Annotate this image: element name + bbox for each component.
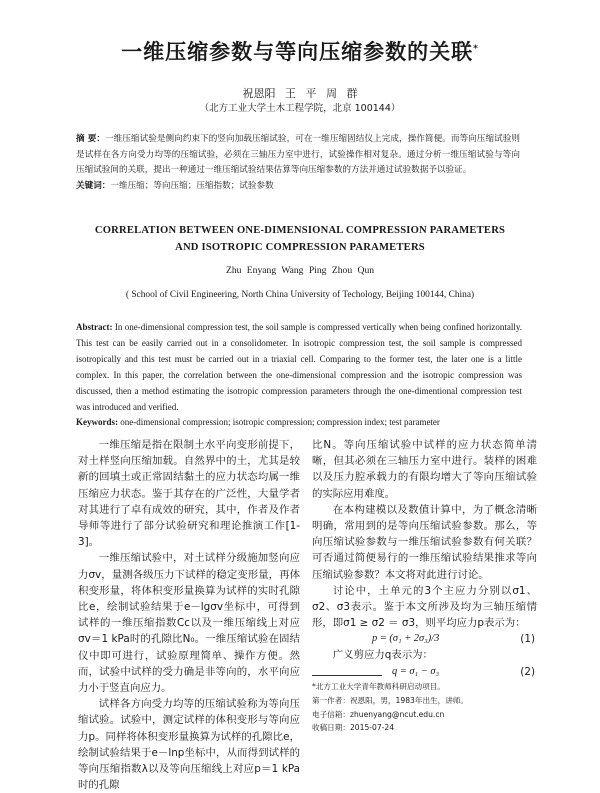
english-keywords-label: Keywords: [76,417,118,428]
footnote-email: 电子信箱：zhuenyang@ncut.edu.cn [312,709,445,719]
chinese-keywords: 一维压缩；等向压缩；压缩指数；试验参数 [110,180,274,191]
english-abstract [76,320,522,431]
chinese-keywords-label: 关键词： [76,180,111,191]
chinese-abstract-label: 摘 要： [76,134,105,144]
footnote-divider [312,675,382,676]
equation-2 [312,664,537,680]
chinese-abstract-text: 一维压缩试验是侧向约束下的竖向加载压缩试验，可在一维压缩固结仪上完成，操作简便。而等向压缩试验则是试样在各方向受力均等的压缩试验，必须在三轴压力室中进行，试验操作相对复杂。通过分析一维压缩试验与等向压缩试验间的关联，提出一种通过一维压缩试验结果估算等向压缩参数的方法并通过试验数据予以验证。 [76,134,520,176]
equation-1 [312,631,537,647]
english-keywords: one-dimensional compression; isotropic compression; compression index; test parameter [118,417,440,428]
equation-1-expression: p = (σ₁ + 2σ₃)/3 [372,633,440,645]
body-paragraph: 讨论中，土单元的3个主应力分别以σ1、σ2、σ3表示。鉴于本文所涉及均为三轴压缩情形，即σ1 ≥ σ2 ＝ σ3，则平均应力p表示为： [312,584,537,630]
footnotes [312,680,537,735]
english-affiliation: ( School of Civil Engineering, North China University of Techology, Beijing 100144, China) [125,290,475,300]
chinese-affiliation: （北方工业大学土木工程学院，北京 100144） [199,103,401,114]
footnote-funding: *北方工业大学青年教师科研启动项目。 [312,682,445,691]
english-abstract-text: In one-dimensional compression test, the soil sample is compressed vertically when being confined horizontally. This test can be easily carried out in a consolidometer. In isotropic compression test, the soil sample is compressed isotropically and this test must be carried out in a triaxial cell. Comparing to the former test, the later one is a little complex. In this paper, the correlation between the one-dimensional compression and the isotropic compression was discussed, then a method estimating the isotropic compression parameters through the one-dimentional compression test was introduced and verified. [76,322,522,412]
title-footnote-mark: * [473,44,479,54]
body-paragraph: 试样各方向受力均等的压缩试验称为等向压缩试验。试验中，测定试样的体积变形与等向应力p。同样将体积变形量换算为试样的孔隙比e，绘制试验结果于e－lnp坐标中，从而得到试样的等向压缩指数λ以及等向压缩线上对应p＝1 kPa时的孔隙 [78,698,300,792]
english-title-line-1: CORRELATION BETWEEN ONE-DIMENSIONAL COMPRESSION PARAMETERS [94,225,506,236]
chinese-abstract [76,132,520,194]
english-title-line-2: AND ISOTROPIC COMPRESSION PARAMETERS [175,242,425,253]
equation-1-number: (1) [520,633,535,646]
body-left-column [78,437,300,793]
chinese-title: 一维压缩参数与等向压缩参数的关联* [121,40,479,64]
english-authors: Zhu Enyang Wang Ping Zhou Qun [225,265,375,276]
body-paragraph: 在本构建模以及数值计算中，为了概念清晰明确，常用到的是等向压缩试验参数。那么，等向压缩试验参数与一维压缩试验参数有何关联？可否通过简便易行的一维压缩试验结果推求等向压缩试验参数？本文将对此进行讨论。 [312,503,537,581]
body-right-column [312,437,537,680]
equation-2-number: (2) [520,665,535,678]
body-paragraph: 一维压缩试验中，对土试样分级施加竖向应力σv，量测各级压力下试样的稳定变形量，再体积变形量，将体积变形量换算为试样的实时孔隙比e，绘制试验结果于e－lgσv坐标中，可得到试样的一维压缩指数Cc以及一维压缩线上对应σv＝1 kPa时的孔隙比N₀。一维压缩试验在固结仪中即可进行，试验原理简单、操作方便。然而，试验中试样的受力确是非等向的，水平向应力小于竖直向应力。 [78,552,300,695]
footnote-received-date: 收稿日期：2015-07-24 [312,723,395,733]
equation-lead-in: 广义剪应力q表示为： [332,649,433,662]
body-paragraph: 一维压缩是指在限制土水平向变形前提下，对土样竖向压缩加载。自然界中的土，尤其是较新的回填土或正常固结黏土的应力状态均属一维压缩应力状态。鉴于其存在的广泛性，大量学者对其进行了卓有成效的研究，其中，作者及作者导师等进行了部分试验研究和理论推演工作[1-3]。 [78,439,300,549]
chinese-authors: 祝恩阳 王 平 周 群 [242,87,358,100]
footnote-author: 第一作者：祝恩阳，男，1983年出生，讲师。 [312,695,469,705]
english-abstract-label: Abstract: [76,322,113,332]
body-paragraph: 比N。等向压缩试验中试样的应力状态简单清晰，但其必须在三轴压力室中进行。装样的困难以及压力腔承载力的有限均增大了等向压缩试验的实际应用难度。 [312,439,537,500]
equation-2-expression: q = σ₁ − σ₃ [392,665,440,677]
